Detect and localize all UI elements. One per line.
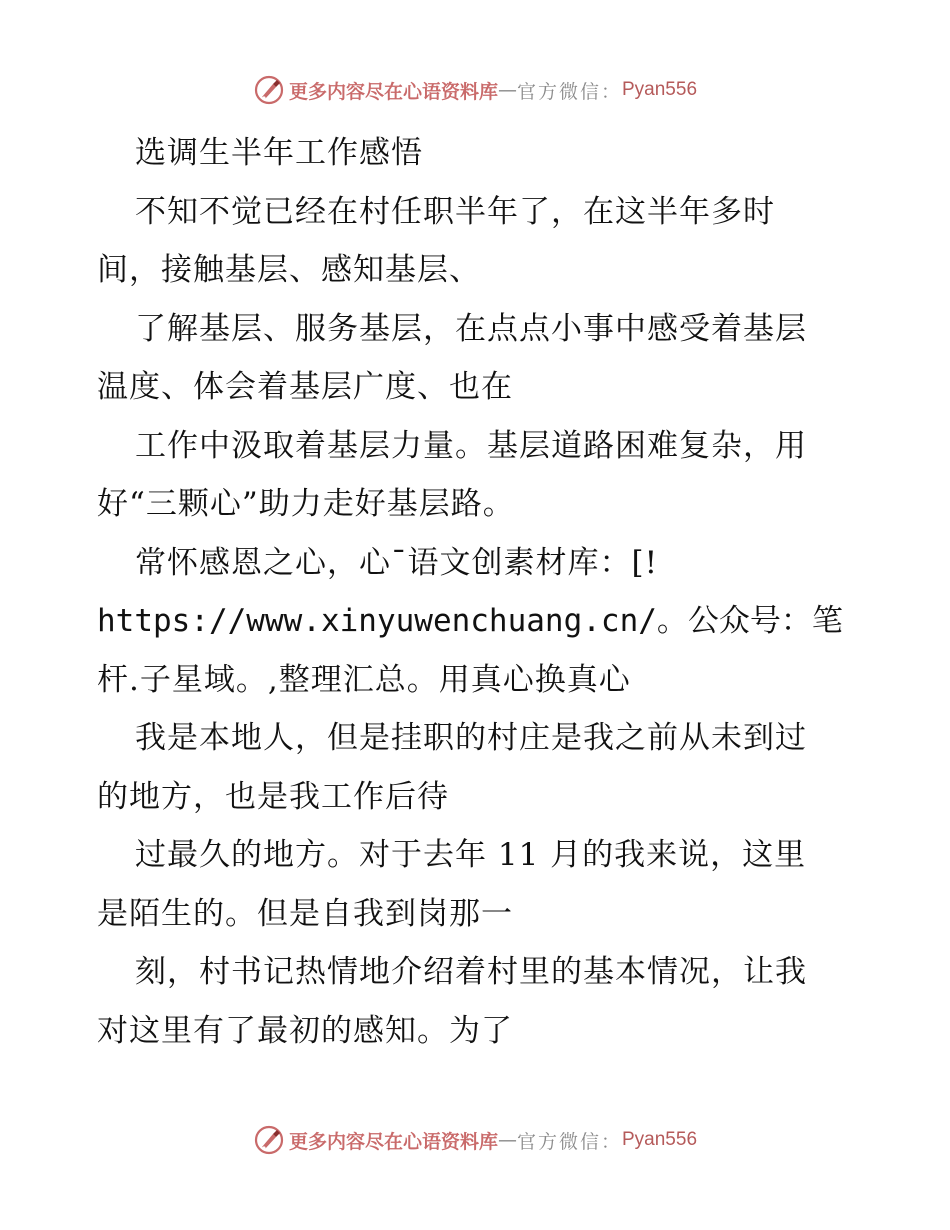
text-line: 过最久的地方。对于去年 11 月的我来说，这里 [135,837,807,873]
footer-watermark-banner [0,1120,950,1160]
text-line: 我是本地人，但是挂职的村庄是我之前从未到过 [135,720,807,756]
text-line: 工作中汲取着基层力量。基层道路困难复杂，用 [135,427,807,464]
text-line: 温度、体会着基层广度、也在 [97,369,513,405]
pen-logo-icon [253,74,285,106]
text-line: https://www.xinyuwenchuang.cn/。公众号：笔 [97,603,843,639]
banner-wechat-id: Pyan556 [622,1129,698,1150]
text-line: 常怀感恩之心，心¯语文创素材库：[! [135,544,659,581]
banner-site-text: 更多内容尽在心语资料库 [288,80,498,103]
text-line: 不知不觉已经在村任职半年了，在这半年多时 [135,193,775,230]
pen-logo-icon [253,1124,285,1156]
text-line: 间，接触基层、感知基层、 [97,252,481,288]
banner-wechat-label: 官方微信： [516,1130,622,1153]
text-line: 的地方，也是我工作后待 [97,778,449,815]
document-title: 选调生半年工作感悟 [135,135,423,171]
document-body [97,124,857,1060]
banner-separator: — [497,1129,517,1151]
text-line: 了解基层、服务基层，在点点小事中感受着基层 [135,310,807,347]
header-watermark-banner [0,70,950,110]
banner-wechat-label: 官方微信： [516,80,622,103]
text-line: 好“三颗心”助力走好基层路。 [97,486,515,522]
text-line: 杆.子星域。,整理汇总。用真心换真心 [97,661,631,698]
banner-separator: — [497,79,517,101]
text-line: 对这里有了最初的感知。为了 [97,1012,513,1049]
banner-wechat-id: Pyan556 [622,79,698,100]
banner-site-text: 更多内容尽在心语资料库 [288,1130,498,1153]
text-line: 刻，村书记热情地介绍着村里的基本情况，让我 [135,954,807,990]
text-line: 是陌生的。但是自我到岗那一 [97,895,513,932]
